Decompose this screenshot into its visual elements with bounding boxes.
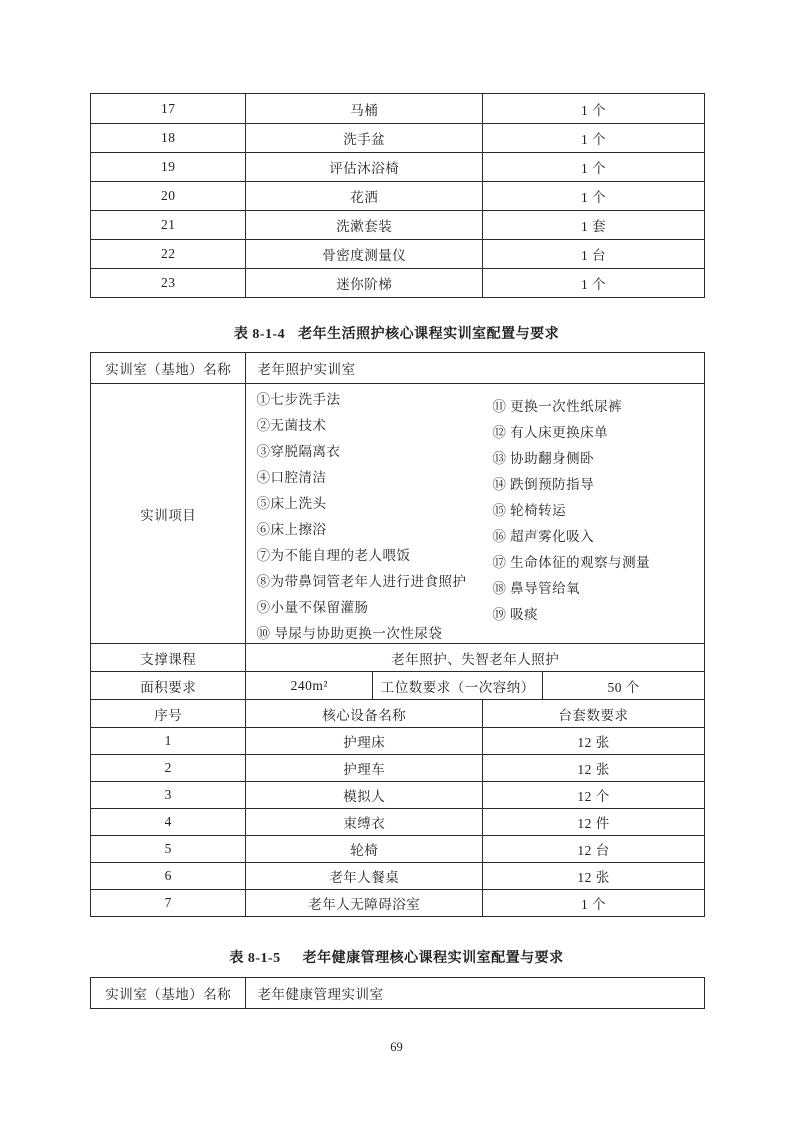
table-row — [91, 754, 704, 781]
table-number-label: 表 8-1-4 — [233, 327, 286, 342]
item-name-cell: 护理床 — [245, 728, 482, 754]
quantity-cell: 1 个 — [482, 124, 704, 152]
project-item: ⑪ 更换一次性纸尿裤 — [492, 399, 623, 414]
table-title-label: 老年生活照护核心课程实训室配置与要求 — [298, 327, 560, 342]
quantity-cell: 1 个 — [482, 269, 704, 297]
item-name-cell: 老年人餐桌 — [245, 863, 482, 889]
quantity-cell: 12 张 — [482, 863, 704, 889]
project-item: ③穿脱隔离衣 — [256, 444, 341, 459]
quantity-cell: 12 个 — [482, 782, 704, 808]
project-item: ⑥床上擦浴 — [256, 522, 327, 537]
serial-cell: 23 — [160, 275, 176, 290]
serial-cell: 19 — [160, 159, 176, 174]
project-item: ⑫ 有人床更换床单 — [492, 425, 609, 440]
item-name-cell: 洗漱套装 — [245, 211, 482, 239]
project-item: ②无菌技术 — [256, 418, 327, 433]
capacity-value-cell: 50 个 — [542, 672, 704, 699]
support-value-cell: 老年照护、失智老年人照护 — [245, 644, 704, 671]
equipment-header-row — [91, 699, 704, 727]
serial-cell: 4 — [164, 814, 172, 829]
table-row — [91, 268, 704, 297]
table-title-label: 老年健康管理核心课程实训室配置与要求 — [302, 951, 564, 966]
table-8-1-4-caption — [0, 323, 793, 343]
table-row — [91, 94, 704, 123]
serial-cell: 17 — [160, 100, 176, 116]
quantity-cell: 12 件 — [482, 809, 704, 835]
quantity-cell: 1 台 — [482, 240, 704, 268]
table-number-label: 表 8-1-5 — [229, 951, 281, 966]
item-name-cell: 束缚衣 — [245, 809, 482, 835]
quantity-cell: 1 个 — [482, 94, 704, 123]
support-courses-row — [91, 643, 704, 671]
table-row — [91, 889, 704, 916]
projects-list-cell — [245, 384, 704, 643]
table-row — [91, 727, 704, 754]
item-name-cell: 洗手盆 — [245, 124, 482, 152]
room-name-cell: 老年健康管理实训室 — [245, 978, 704, 1008]
project-item: ⑨小量不保留灌肠 — [256, 600, 369, 615]
serial-header-cell: 序号 — [154, 707, 183, 723]
item-name-cell: 模拟人 — [245, 782, 482, 808]
item-name-cell: 迷你阶梯 — [245, 269, 482, 297]
room-name-row — [91, 353, 704, 383]
project-item: ⑩ 导尿与协助更换一次性尿袋 — [256, 626, 443, 641]
item-name-cell: 评估沐浴椅 — [245, 153, 482, 181]
table-row — [91, 835, 704, 862]
table-row — [91, 808, 704, 835]
room-label-cell: 实训室（基地）名称 — [105, 987, 232, 1002]
project-item: ⑬ 协助翻身侧卧 — [492, 451, 595, 466]
project-item: ⑮ 轮椅转运 — [492, 503, 567, 518]
table-row — [91, 181, 704, 210]
item-name-cell: 骨密度测量仪 — [245, 240, 482, 268]
room-label-cell: 实训室（基地）名称 — [105, 362, 232, 377]
serial-cell: 20 — [160, 188, 176, 203]
project-item: ⑰ 生命体征的观察与测量 — [492, 555, 651, 570]
project-item: ⑱ 鼻导管给氧 — [492, 581, 581, 596]
project-item: ⑯ 超声雾化吸入 — [492, 529, 595, 544]
item-name-cell: 老年人无障碍浴室 — [245, 890, 482, 916]
project-item: ①七步洗手法 — [256, 392, 341, 407]
equipment-table-continued — [90, 93, 705, 298]
serial-cell: 21 — [160, 217, 176, 232]
project-item: ⑭ 跌倒预防指导 — [492, 477, 595, 492]
room-name-row — [91, 978, 704, 1008]
item-name-cell: 马桶 — [245, 94, 482, 123]
table-row — [91, 210, 704, 239]
item-name-cell: 花洒 — [245, 182, 482, 210]
quantity-cell: 12 张 — [482, 728, 704, 754]
quantity-cell: 12 张 — [482, 755, 704, 781]
capacity-label-cell: 工位数要求（一次容纳） — [372, 672, 542, 699]
name-header-cell: 核心设备名称 — [245, 700, 482, 727]
projects-label-cell: 实训项目 — [140, 507, 197, 523]
quantity-cell: 1 个 — [482, 153, 704, 181]
serial-cell: 1 — [164, 733, 172, 748]
item-name-cell: 护理车 — [245, 755, 482, 781]
page-number: 69 — [390, 1040, 403, 1054]
serial-cell: 2 — [164, 760, 172, 775]
project-item: ⑤床上洗头 — [256, 496, 327, 511]
area-capacity-row — [91, 671, 704, 699]
quantity-cell: 1 个 — [482, 182, 704, 210]
training-projects-row — [91, 383, 704, 643]
table-row — [91, 239, 704, 268]
item-name-cell: 轮椅 — [245, 836, 482, 862]
serial-cell: 6 — [164, 868, 172, 883]
quantity-cell: 12 台 — [482, 836, 704, 862]
serial-cell: 22 — [160, 246, 176, 261]
room-name-cell: 老年照护实训室 — [245, 353, 704, 383]
table-row — [91, 781, 704, 808]
project-item: ⑦为不能自理的老人喂饭 — [256, 548, 411, 563]
table-8-1-5 — [90, 977, 705, 1009]
table-8-1-4 — [90, 352, 705, 917]
quantity-header-cell: 台套数要求 — [482, 700, 704, 727]
serial-cell: 18 — [160, 130, 176, 145]
project-item: ⑲ 吸痰 — [492, 607, 539, 622]
area-value-cell: 240m² — [245, 672, 372, 699]
table-row — [91, 152, 704, 181]
quantity-cell: 1 个 — [482, 890, 704, 916]
table-row — [91, 862, 704, 889]
projects-list-left — [246, 384, 490, 647]
project-item: ⑧为带鼻饲管老年人进行进食照护 — [256, 574, 467, 589]
area-label-cell: 面积要求 — [140, 679, 197, 695]
quantity-cell: 1 套 — [482, 211, 704, 239]
serial-cell: 7 — [164, 895, 172, 910]
projects-list-right — [490, 384, 704, 628]
serial-cell: 3 — [164, 787, 172, 802]
serial-cell: 5 — [164, 841, 172, 856]
project-item: ④口腔清洁 — [256, 470, 327, 485]
support-label-cell: 支撑课程 — [140, 651, 197, 667]
table-row — [91, 123, 704, 152]
table-8-1-5-caption — [0, 947, 793, 967]
